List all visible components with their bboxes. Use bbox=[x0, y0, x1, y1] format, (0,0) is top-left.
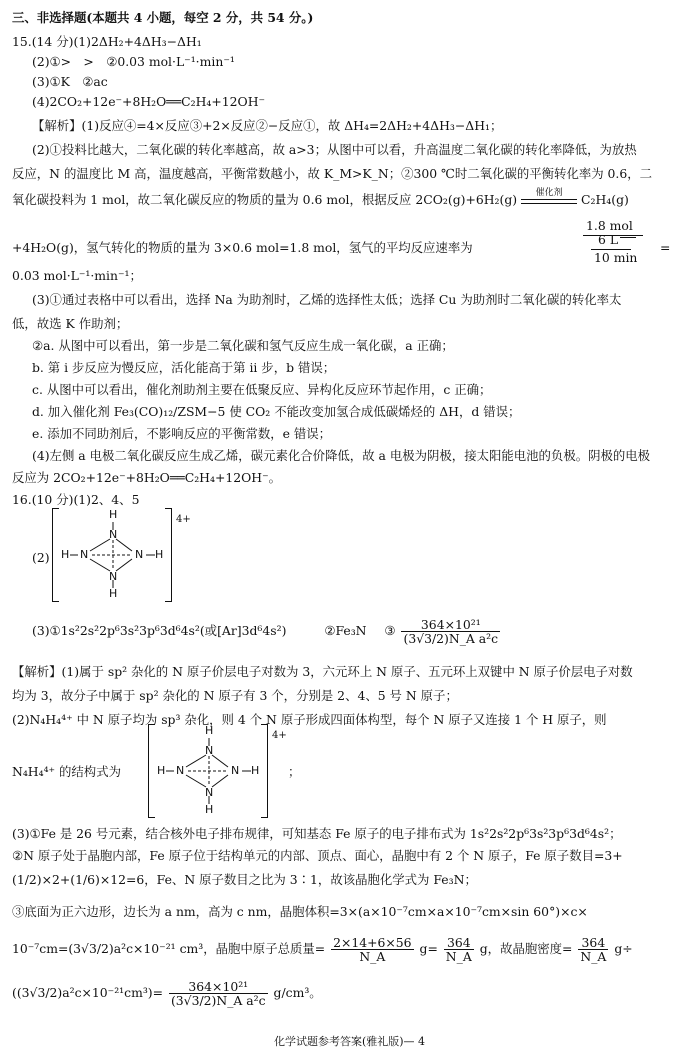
q16-explain-4a: N₄H₄⁴⁺ 的结构式为 bbox=[12, 764, 121, 779]
density-frac bbox=[578, 936, 608, 963]
final-density-num: 364×10²¹ bbox=[169, 980, 268, 994]
q16-explain-7: (1/2)×2+(1/6)×12=6，Fe、N 原子数目之比为 3∶1，故该晶胞化学式为 Fe₃N； bbox=[12, 872, 477, 887]
catalyst-arrow bbox=[521, 188, 577, 204]
q15-explain-11: c. 从图中可以看出，催化剂助剂主要在低聚反应、异构化反应环节起作用，c 正确； bbox=[32, 382, 492, 397]
q16-explain-9d: g÷ bbox=[614, 941, 633, 956]
h-atom: H bbox=[157, 764, 166, 777]
n-atom: N bbox=[109, 528, 118, 541]
q16-answer-3 bbox=[32, 618, 689, 645]
q15-explain-5a: +4H₂O(g)，氢气转化的物质的量为 3×0.6 mol=1.8 mol，氢气的平均反应速率为 bbox=[12, 240, 473, 255]
q16-answer-3b: ②Fe₃N bbox=[324, 623, 367, 638]
mass-frac-2-num: 364 bbox=[444, 936, 474, 950]
q16-answer-3c: ③ bbox=[384, 623, 396, 638]
mass-frac-den: N_A bbox=[359, 949, 386, 964]
q16-explain-9a: 10⁻⁷cm=(3√3/2)a²c×10⁻²¹ cm³，晶胞中原子总质量= bbox=[12, 941, 326, 956]
q16-explain-9b: g= bbox=[419, 941, 438, 956]
q16-explain-1: 【解析】(1)属于 sp² 杂化的 N 原子价层电子对数为 3，六元环上 N 原子、五元环上双键中 N 原子价层电子对数 bbox=[12, 664, 633, 679]
mass-frac-2-den: N_A bbox=[445, 949, 472, 964]
q15-explain-13: e. 添加不同助剂后，不影响反应的平衡常数，e 错误； bbox=[32, 426, 332, 441]
n4h4-structure-2 bbox=[148, 724, 268, 818]
q16-explain-5: (3)①Fe 是 26 号元素，结合核外电子排布规律，可知基态 Fe 原子的电子排布式为 1s²2s²2p⁶3s²3p⁶3d⁶4s²； bbox=[12, 826, 622, 841]
density-answer-den: (3√3/2)N_A a²c bbox=[403, 631, 499, 646]
q15-explain-2: (2)①投料比越大，二氧化碳的转化率越高，故 a>3；从图中可以看，升高温度二氧化碳的转化率降低，为放热 bbox=[32, 142, 637, 157]
q16-explain-4b: ； bbox=[288, 764, 301, 779]
final-density-frac bbox=[169, 980, 268, 1007]
rate-frac-top: 1.8 mol bbox=[586, 218, 633, 233]
n4h4-structure-1 bbox=[52, 508, 172, 602]
h-atom: H bbox=[205, 724, 214, 737]
n-atom: N bbox=[205, 744, 214, 757]
density-answer-frac bbox=[401, 618, 500, 645]
density-frac-den: N_A bbox=[580, 949, 607, 964]
q15-explain-6: 0.03 mol·L⁻¹·min⁻¹； bbox=[12, 268, 142, 283]
q16-answer-2-label: (2) bbox=[32, 550, 50, 565]
n-atom: N bbox=[231, 764, 240, 777]
rate-equals: = bbox=[660, 240, 671, 255]
charge-label-2: 4+ bbox=[272, 730, 287, 741]
section-title: 三、非选择题(本题共 4 小题，每空 2 分，共 54 分。) bbox=[12, 10, 314, 25]
charge-label: 4+ bbox=[176, 514, 191, 525]
catalyst-label: 催化剂 bbox=[535, 188, 563, 198]
q15-answer-1: 15.(14 分)(1)2ΔH₂+4ΔH₃−ΔH₁ bbox=[12, 34, 202, 49]
n-atom: N bbox=[80, 548, 89, 561]
q16-explain-9 bbox=[12, 936, 689, 963]
mass-frac-2 bbox=[444, 936, 474, 963]
q15-explain-10: b. 第 i 步反应为慢反应，活化能高于第 ii 步，b 错误； bbox=[32, 360, 336, 375]
q16-explain-10a: ((3√3/2)a²c×10⁻²¹cm³)= bbox=[12, 985, 164, 1000]
h-atom: H bbox=[109, 508, 118, 521]
q15-explain-14: (4)左侧 a 电极二氧化碳反应生成乙烯，碳元素化合价降低，故 a 电极为阴极，接太阳能电池的负极。阴极的电极 bbox=[32, 448, 651, 463]
h-atom: H bbox=[251, 764, 260, 777]
q16-explain-3: (2)N₄H₄⁴⁺ 中 N 原子均为 sp³ 杂化，则 4 个 N 原子形成四面体构型，每个 N 原子又连接 1 个 H 原子，则 bbox=[12, 712, 607, 727]
n-atom: N bbox=[109, 570, 118, 583]
q15-explain-9: ②a. 从图中可以看出，第一步是二氧化碳和氢气反应生成一氧化碳，a 正确； bbox=[32, 338, 454, 353]
q15-explain-4b: C₂H₄(g) bbox=[581, 192, 629, 207]
h-atom: H bbox=[61, 548, 70, 561]
q15-explain-4 bbox=[12, 188, 689, 208]
n-atom: N bbox=[205, 786, 214, 799]
q16-explain-6: ②N 原子处于晶胞内部，Fe 原子位于结构单元的内部、顶点、面心，晶胞中有 2 个 N 原子，Fe 原子数目=3+ bbox=[12, 848, 623, 863]
q16-explain-2: 均为 3，故分子中属于 sp² 杂化的 N 原子有 3 个，分别是 2、4、5 号 N 原子； bbox=[12, 688, 458, 703]
n-atom: N bbox=[135, 548, 144, 561]
q16-explain-10 bbox=[12, 980, 689, 1007]
mass-frac-num: 2×14+6×56 bbox=[333, 935, 412, 950]
q15-answer-4: (4)2CO₂+12e⁻+8H₂O══C₂H₄+12OH⁻ bbox=[32, 94, 266, 109]
q16-answer-1: 16.(10 分)(1)2、4、5 bbox=[12, 492, 140, 507]
rate-frac-mid: 6 L bbox=[598, 232, 619, 247]
h-atom: H bbox=[155, 548, 164, 561]
q16-explain-8: ③底面为正六边形，边长为 a nm，高为 c nm，晶胞体积=3×(a×10⁻⁷cm×a×10⁻⁷cm×sin 60°)×c× bbox=[12, 904, 588, 919]
q15-explain-1: 【解析】(1)反应④=4×反应③+2×反应②−反应①，故 ΔH₄=2ΔH₂+4ΔH₃−ΔH₁； bbox=[32, 118, 503, 133]
q15-explain-12: d. 加入催化剂 Fe₃(CO)₁₂/ZSM−5 使 CO₂ 不能改变加氢合成低碳烯烃的 ΔH，d 错误； bbox=[32, 404, 521, 419]
q15-answer-3: (3)①K ②ac bbox=[32, 74, 108, 89]
q15-explain-15: 反应为 2CO₂+12e⁻+8H₂O══C₂H₄+12OH⁻。 bbox=[12, 470, 282, 485]
q15-explain-4a: 氧化碳投料为 1 mol，故二氧化碳反应的物质的量为 0.6 mol，根据反应 2CO₂(g)+6H₂(g) bbox=[12, 192, 518, 207]
q15-answer-2: (2)①> > ②0.03 mol·L⁻¹·min⁻¹ bbox=[32, 54, 235, 69]
rate-frac-bot: 10 min bbox=[594, 250, 638, 265]
h-atom: H bbox=[109, 587, 118, 600]
q16-answer-3a: (3)①1s²2s²2p⁶3s²3p⁶3d⁶4s²(或[Ar]3d⁶4s²) bbox=[32, 623, 287, 638]
h-atom: H bbox=[205, 803, 214, 816]
n-atom: N bbox=[176, 764, 185, 777]
final-density-den: (3√3/2)N_A a²c bbox=[170, 993, 266, 1008]
density-answer-num: 364×10²¹ bbox=[401, 618, 500, 632]
q16-explain-10b: g/cm³。 bbox=[273, 985, 322, 1000]
q15-explain-7: (3)①通过表格中可以看出，选择 Na 为助剂时，乙烯的选择性太低；选择 Cu 为助剂时二氧化碳的转化率太 bbox=[32, 292, 622, 307]
page-footer: 化学试题参考答案(雅礼版)— 4 bbox=[273, 1035, 426, 1048]
q15-explain-5 bbox=[12, 240, 689, 256]
q15-explain-3: 反应，N 的温度比 M 高，温度越高，平衡常数越小，故 K_M>K_N；②300 ℃时二氧化碳的平衡转化率为 0.6，二 bbox=[12, 166, 653, 181]
density-frac-num: 364 bbox=[578, 936, 608, 950]
mass-frac bbox=[331, 936, 413, 963]
q15-explain-8: 低，故选 K 作助剂； bbox=[12, 316, 129, 331]
q16-explain-9c: g，故晶胞密度= bbox=[479, 941, 573, 956]
